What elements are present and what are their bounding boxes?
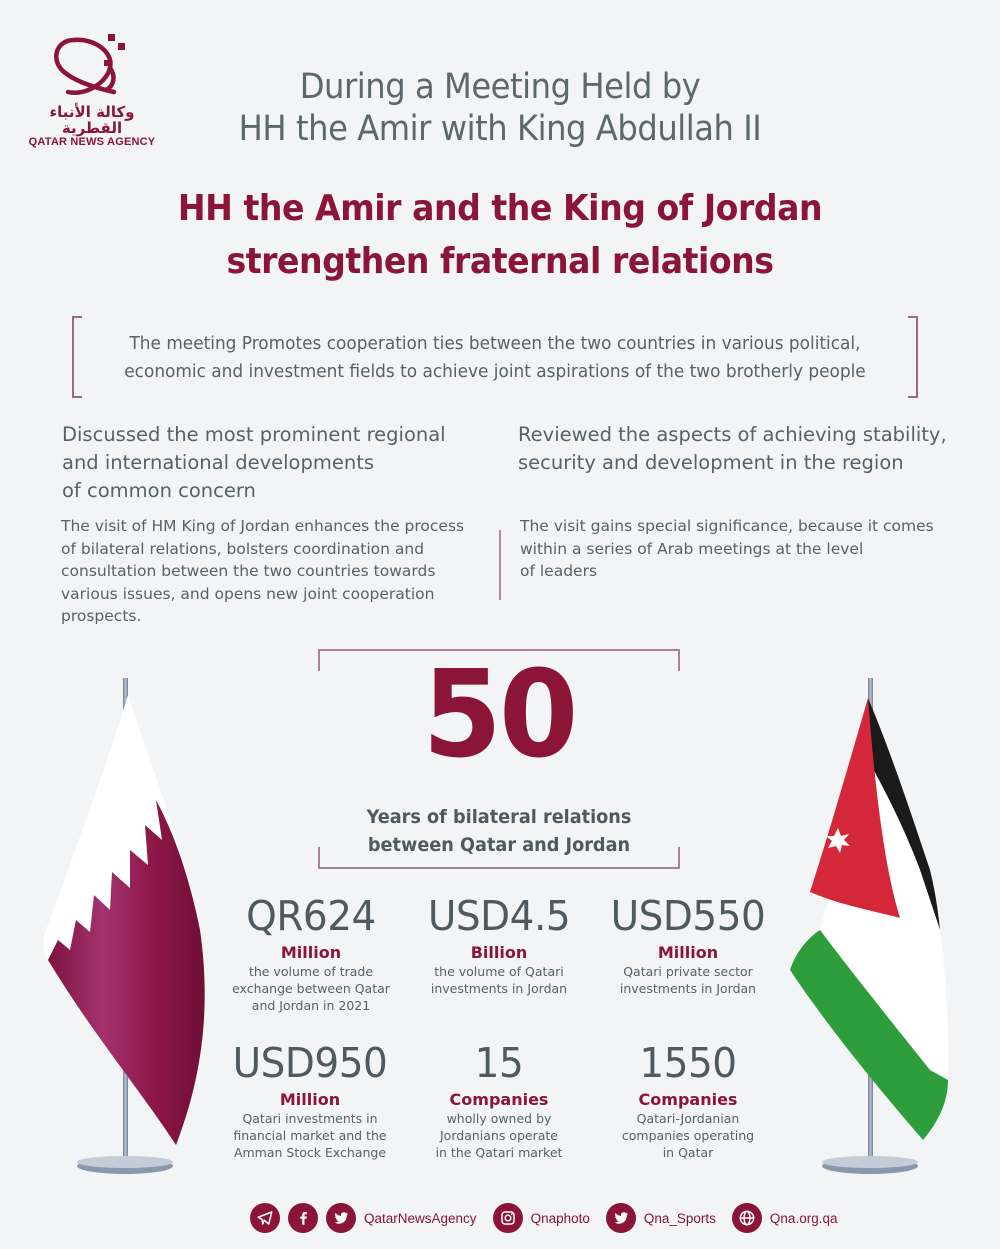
desc-line: in Qatar — [662, 1145, 714, 1160]
desc-line: financial market and the — [233, 1128, 387, 1143]
stat-unit: Billion — [470, 943, 528, 962]
qna-orbit-logo-icon — [44, 30, 140, 102]
heading-line: security and development in the region — [518, 451, 904, 474]
stat-unit: Million — [657, 943, 719, 962]
qatar-flag-icon — [30, 670, 230, 1180]
jordan-flag — [780, 670, 980, 1180]
desc-line: Qatari private sector — [623, 964, 753, 979]
handle-qna-sports[interactable]: Qna_Sports — [643, 1210, 716, 1226]
stat-qatari-investments — [399, 892, 599, 997]
qatar-flag — [30, 670, 230, 1180]
handle-qnaphoto[interactable]: Qnaphoto — [530, 1210, 590, 1226]
caption-line: between Qatar and Jordan — [367, 834, 631, 856]
summary-box — [72, 316, 918, 398]
stat-value: USD4.5 — [427, 892, 571, 940]
anniversary-box — [318, 646, 680, 869]
anniversary-number: 50 — [422, 646, 576, 785]
instagram-icon[interactable] — [493, 1203, 523, 1233]
pre-title — [178, 66, 822, 150]
stat-description — [588, 963, 788, 997]
stat-trade-volume — [211, 892, 411, 1014]
stat-value: USD950 — [232, 1039, 388, 1087]
twitter-icon[interactable] — [326, 1203, 356, 1233]
desc-line: and Jordan in 2021 — [251, 998, 371, 1013]
heading-line: Reviewed the aspects of achieving stability, — [518, 423, 947, 446]
left-column-heading — [62, 421, 492, 505]
stat-value: USD550 — [610, 892, 766, 940]
desc-line: Jordanians operate — [440, 1128, 558, 1143]
desc-line: the volume of Qatari — [434, 964, 564, 979]
body-line: prospects. — [61, 607, 142, 625]
stat-financial-market — [210, 1039, 410, 1161]
heading-line: Discussed the most prominent regional — [62, 423, 446, 446]
right-bracket — [908, 316, 918, 398]
column-divider — [499, 530, 501, 600]
logo-english-name: QATAR NEWS AGENCY — [28, 136, 156, 148]
jordan-flag-icon — [780, 670, 980, 1180]
title-line-1: HH the Amir and the King of Jordan — [177, 188, 823, 229]
stat-description — [399, 963, 599, 997]
desc-line: investments in Jordan — [619, 981, 757, 996]
right-column-body — [520, 515, 970, 583]
desc-line: companies operating — [621, 1128, 755, 1143]
stat-description — [210, 1110, 410, 1161]
heading-line: and international developments — [62, 451, 374, 474]
logo-arabic-name: وكالة الأنباء القطرية — [49, 103, 135, 137]
stat-unit: Million — [280, 943, 342, 962]
handle-qna-website[interactable]: Qna.org.qa — [769, 1210, 838, 1226]
handle-qatarnewsagency[interactable]: QatarNewsAgency — [364, 1210, 477, 1226]
body-line: The visit gains special significance, because it comes — [520, 517, 934, 535]
page-title — [132, 182, 868, 288]
social-footer — [250, 1200, 838, 1236]
stat-value: 1550 — [639, 1039, 737, 1087]
left-column-body — [61, 515, 491, 628]
body-line: various issues, and opens new joint cooperation — [61, 584, 435, 603]
body-line: The visit of HM King of Jordan enhances the process — [61, 517, 465, 535]
summary-line-1: The meeting Promotes cooperation ties between the two countries in various political, — [129, 333, 861, 354]
pre-title-line-1: During a Meeting Held by — [299, 67, 701, 107]
globe-icon[interactable] — [732, 1203, 762, 1233]
heading-line: of common concern — [62, 479, 256, 502]
stat-description — [211, 963, 411, 1014]
left-bracket — [72, 316, 82, 398]
stat-joint-companies — [588, 1039, 788, 1161]
qna-logo — [22, 30, 162, 148]
summary-line-2: economic and investment fields to achieve joint aspirations of the two brotherly people — [124, 361, 866, 382]
desc-line: Qatari investments in — [242, 1111, 378, 1126]
stat-unit: Companies — [638, 1090, 738, 1109]
desc-line: wholly owned by — [446, 1111, 552, 1126]
title-line-2: strengthen fraternal relations — [226, 241, 774, 282]
desc-line: Qatari-Jordanian — [636, 1111, 740, 1126]
stat-description — [588, 1110, 788, 1161]
twitter-icon[interactable] — [606, 1203, 636, 1233]
pre-title-line-2: HH the Amir with King Abdullah II — [238, 109, 762, 149]
body-line: within a series of Arab meetings at the level — [520, 539, 864, 558]
facebook-icon[interactable] — [288, 1203, 318, 1233]
desc-line: the volume of trade — [248, 964, 374, 979]
anniversary-caption — [331, 803, 668, 859]
stat-value: 15 — [474, 1039, 524, 1087]
summary-text — [97, 330, 892, 386]
stat-description — [399, 1110, 599, 1161]
stat-unit: Million — [279, 1090, 341, 1109]
body-line: of leaders — [520, 562, 598, 580]
desc-line: investments in Jordan — [430, 981, 568, 996]
stat-jordanian-companies — [399, 1039, 599, 1161]
right-column-heading — [518, 421, 988, 477]
desc-line: Amman Stock Exchange — [233, 1145, 387, 1160]
stat-value: QR624 — [246, 892, 376, 940]
caption-line: Years of bilateral relations — [366, 806, 632, 828]
stat-unit: Companies — [449, 1090, 549, 1109]
body-line: consultation between the two countries towards — [61, 562, 436, 580]
telegram-icon[interactable] — [250, 1203, 280, 1233]
desc-line: in the Qatari market — [435, 1145, 563, 1160]
desc-line: exchange between Qatar — [232, 981, 390, 996]
stat-private-sector — [588, 892, 788, 997]
body-line: of bilateral relations, bolsters coordination and — [61, 539, 425, 558]
